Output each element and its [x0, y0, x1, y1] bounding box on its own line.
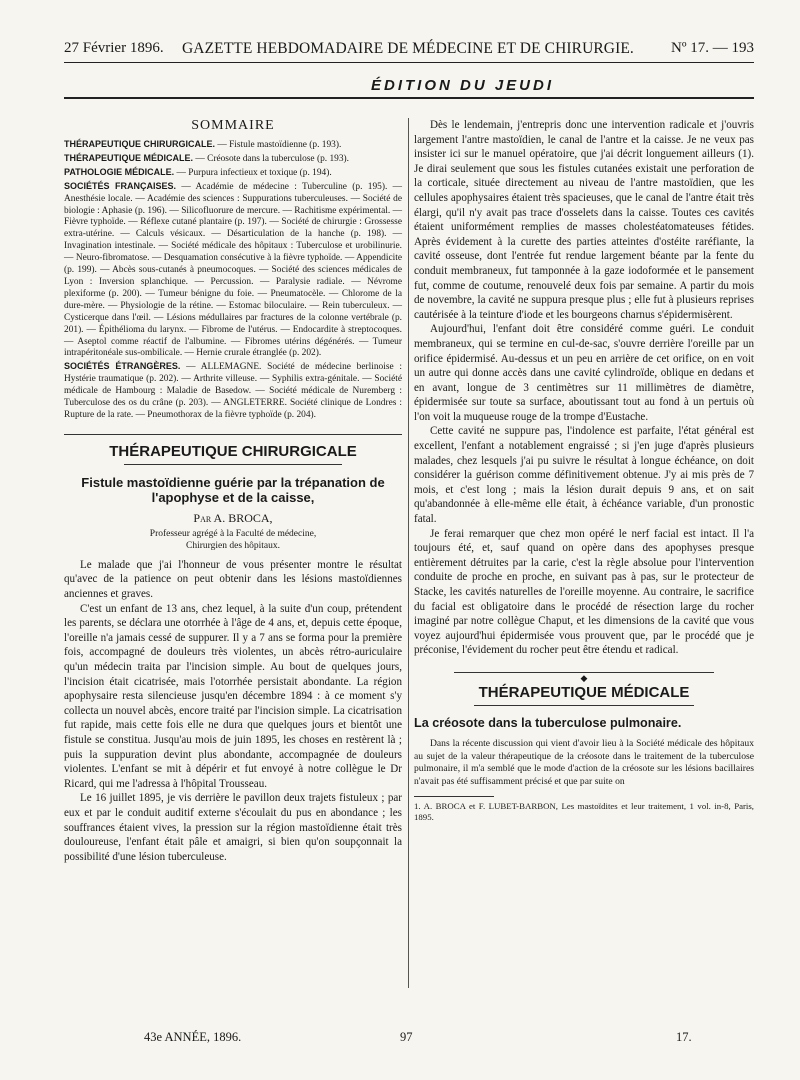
sommaire-entry: [64, 153, 402, 166]
two-column-body: [64, 118, 754, 1018]
sommaire-entry: [64, 181, 402, 361]
right-paragraph-4: Je ferai remarquer que chez mon opéré le nerf facial est intact. Il l'a toujours été, et, sauf quand on opère dans des apophyses presque entièrement détruites par la carie, c'est la règle absolue pour l'intervention conduite de proche en proche, en suivant pas à pas, sur le protecteur de Stacke, les cavités naturelles de l'oreille moyenne. Au contraire, le sacrifice du facial est obligatoire dans le procédé de résection large du rocher imaginé par notre collègue Chaput, et les dimensions de la cavité que vous voyez aujourd'hui épidermisée vous prouvent que, par le procédé que je préconise, l'évidement du rocher peut être étendu et radical.: [414, 527, 754, 657]
footnote-rule: [414, 796, 494, 797]
page-footer: [64, 1030, 754, 1054]
sommaire-entry: [64, 139, 402, 152]
right-paragraph-3: Cette cavité ne suppure pas, l'indolence est parfaite, l'état général est excellent, l'enfant a notablement engraissé ; si j'en juge d'après plusieurs malades, chez lesquels j'ai pu suivre le résultat à longue échéance, on doit considérer la guérison comme définitivement obtenue. J'y ai mis près de 7 mois, et c'est long ; mais la lésion durait depuis 9 ans, et on sait qu'abandonnée à elle-même elle était, à échéance variable, d'un pronostic fatal.: [414, 425, 754, 526]
edition-banner: ÉDITION DU JEUDI: [64, 77, 754, 99]
sommaire-entry: [64, 167, 402, 180]
right-column: [414, 118, 754, 1023]
sommaire-entry-heading: THÉRAPEUTIQUE CHIRURGICALE.: [64, 139, 216, 149]
section-underline: [124, 464, 342, 465]
running-header: [64, 40, 754, 63]
page: [64, 40, 754, 1070]
footer-sheet: 17.: [676, 1030, 692, 1044]
sommaire-entry-heading: THÉRAPEUTIQUE MÉDICALE.: [64, 152, 194, 163]
sommaire-entry-text: — Fistule mastoïdienne (p. 193).: [215, 140, 342, 150]
right-paragraph-2: Aujourd'hui, l'enfant doit être considéré comme guéri. Le conduit membraneux, qui se termine en cul-de-sac, s'ouvre derrière l'oreille par un orifice épidermisé. Au-dessus et un peu en arrière de cet orifice, on en voit un autre qui donne accès dans une cavité cylindroïde, oblique en dedans et en avant, longue de 3 centimètres sur 11 millimètres de diamètre, épidermisée sur toute sa surface, aboutissant tout au fond à un pertuis où l'on voit la muqueuse rouge de la trompe d'Eustache.: [414, 323, 754, 423]
affiliation-line-2: Chirurgien des hôpitaux.: [185, 540, 281, 551]
affiliation-line-1: Professeur agrégé à la Faculté de médecine,: [149, 528, 317, 539]
footer-year: 43e ANNÉE, 1896.: [144, 1030, 242, 1044]
sommaire-entry-text: — Créosote dans la tuberculose (p. 193).: [193, 153, 349, 164]
ornament-divider: [414, 668, 754, 683]
author-affiliation: [64, 528, 402, 552]
sommaire-entry-heading: SOCIÉTÉS ÉTRANGÈRES.: [64, 361, 181, 372]
creosote-paragraph: Dans la récente discussion qui vient d'avoir lieu à la Société médicale des hôpitaux au sujet de la valeur thérapeutique de la créosote dans le traitement de la tuberculose pulmonaire, il m'a semblé que le mode d'action de la créosote sur les lésions bacillaires n'avait pas été suffisamment précisé et que par suite on: [414, 737, 754, 787]
sommaire-list: [64, 139, 402, 422]
left-paragraph-3: Le 16 juillet 1895, je vis derrière le pavillon deux trajets fistuleux ; par eux et par le conduit auditif externe s'écoulait du pus en abondance ; les souffrances étaient vives, la pression sur la région mastoïdienne était très douloureuse, l'enfant était pâle et amaigri, si bien qu'on soupçonnait la possibilité d'une lésion tuberculeuse.: [64, 792, 402, 863]
ornament-glyph: ◆: [575, 673, 594, 683]
sommaire-entry-text: — Académie de médecine : Tuberculine (p. 195). — Anesthésie locale. — Académie des sciences : Suppurations tuberculeuses. — Société de biologie : Aphasie (p. 196). — Silicofluorure de mercure. — Rachitisme expérimental. — Fièvre typhoïde. — Réflexe cutané plantaire (p. 197). — Société de chirurgie : Grossesse extra-utérine. — Calculs vésicaux. — Désarticulation de la hanche (p. 198). — Invagination intestinale. — Société médicale des hôpitaux : Tuberculose et urobilinurie. — Neuro-fibromatose. — Desquamation consécutive à la fièvre typhoïde. — Appendicite (p. 199). — Abcès sous-cutanés à pneumocoques. — Société des sciences médicales de Lyon : Inversion splanchique. — Percussion. — Paralysie radiale. — Névrome plexiforme (p. 200). — Tumeur bénigne du foie. — Pneumatocèle. — Chlorome de la dure-mère. — Physiologie de la rétine. — Estomac biloculaire. — Rein tuberculeux. — Cysticerque dans l'œil. — Lésions médullaires par fractures de la colonne vertébrale (p. 201). — Épithélioma du larynx. — Fibrome de l'utérus. — Endocardite à streptocoques. — Aseptol comme réactif de l'albumine. — Fibromes utérins dégénérés. — Tumeur intrapéritonéale sus-ombilicale. — Hernie crurale étranglée (p. 202).: [64, 181, 402, 359]
journal-title: GAZETTE HEBDOMADAIRE DE MÉDECINE ET DE CHIRURGIE.: [182, 40, 634, 57]
footer-number: 97: [400, 1030, 413, 1044]
issue-date: 27 Février 1896.: [64, 40, 164, 56]
section-title-chirurgicale: THÉRAPEUTIQUE CHIRURGICALE: [109, 442, 357, 460]
article-title: Fistule mastoïdienne guérie par la trépanation de l'apophyse et de la caisse,: [81, 474, 385, 505]
sommaire-entry: [64, 361, 402, 422]
author-byline: Par A. BROCA,: [193, 510, 273, 525]
left-paragraph-2: C'est un enfant de 13 ans, chez lequel, à la suite d'un coup, prétendent les parents, se déclara une otorrhée à l'âge de 4 ans, et, depuis cette époque, l'oreille n'a jamais cessé de suppurer. Il y a 7 ans se forma pour la première fois, accompagné de douleurs très violentes, un abcès rétro-auriculaire qu'un médecin traita par l'incision simple. Au bout de quelques jours, l'incision était cicatrisée, mais l'otorrhée persistait abondante. La région apophysaire resta silencieuse jusqu'en décembre 1894 : à ce moment s'y collecta un nouvel abcès, encore traité par l'incision simple. La cicatrisation fut rapide, mais cette fois elle ne dura que quelques jours et bientôt une fistule se constitua. Jusqu'au mois de juin 1895, les choses en restèrent là ; puis la suppuration devint plus abondante, accompagnée de douleurs violentes. L'enfant se mit à dépérir et fut envoyé à notre collègue le Dr Ricard, qui me l'adressa à l'hôpital Trousseau.: [64, 602, 402, 790]
page-number: Nº 17. — 193: [671, 40, 754, 56]
section-title-medicale: THÉRAPEUTIQUE MÉDICALE: [478, 683, 690, 701]
sommaire-title: SOMMAIRE: [191, 118, 275, 133]
sommaire-entry-heading: SOCIÉTÉS FRANÇAISES.: [64, 180, 176, 191]
sommaire-entry-text: — Purpura infectieux et toxique (p. 194).: [174, 167, 332, 178]
article-title-2: La créosote dans la tuberculose pulmonaire.: [414, 715, 682, 730]
sommaire-entry-text: — ALLEMAGNE. Société de médecine berlinoise : Hystérie traumatique (p. 202). — Arthrite villeuse. — Syphilis extra-génitale. — Société médicale de Hambourg : Maladie de Basedow. — Société médicale de Nuremberg : Tuberculose des os du crâne (p. 203). — ANGLETERRE. Société clinique de Londres : Rupture de la rate. — Pneumothorax de la fièvre typhoïde (p. 204).: [64, 362, 402, 420]
right-paragraph-1: Dès le lendemain, j'entrepris donc une intervention radicale et j'ouvris largement l'antre mastoïdien, le canal de l'antre et la caisse. Je ne veux pas insister ici sur le manuel opératoire, que j'ai décrit longuement ailleurs (1). Je dirai seulement que sous les fistules cutanées existait une perforation de la corticale, située directement au niveau de l'antre mastoïdien, que les cellules apophysaires étaient très spacieuses, que le canal de l'antre était très élargi, qu'il n'y avait pas trace d'osselets dans la caisse. Toutes ces cavités étaient uniformément remplies de masses cholestéatomateuses fétides. Après évidement à la curette des parties atteintes d'ostéite raréfiante, la cavité osseuse, dont l'entrée fut rendue largement béante par la fente du conduit membraneux, fut tamponnée à la gaze iodoformée et le pansement fut, comme de coutume, renouvelé deux fois par semaine. A partir du mois de novembre, la cavité ne suppura presque plus ; elle fut à plusieurs reprises cautérisée à la teinture d'iode et les bourgeons charnus s'épidermisèrent.: [414, 119, 754, 321]
column-divider: [408, 118, 409, 988]
left-column: [64, 118, 402, 1023]
footnote: 1. A. BROCA et F. LUBET-BARBON, Les mastoïdites et leur traitement, 1 vol. in-8, Paris, 1895.: [414, 801, 754, 823]
sommaire-entry-heading: PATHOLOGIE MÉDICALE.: [64, 166, 175, 177]
left-paragraph-1: Le malade que j'ai l'honneur de vous présenter montre le résultat qu'avec de la patience on peut obtenir dans les lésions mastoïdiennes anciennes et graves.: [64, 558, 402, 601]
section-underline-2: [474, 705, 694, 706]
section-rule: [64, 434, 402, 435]
